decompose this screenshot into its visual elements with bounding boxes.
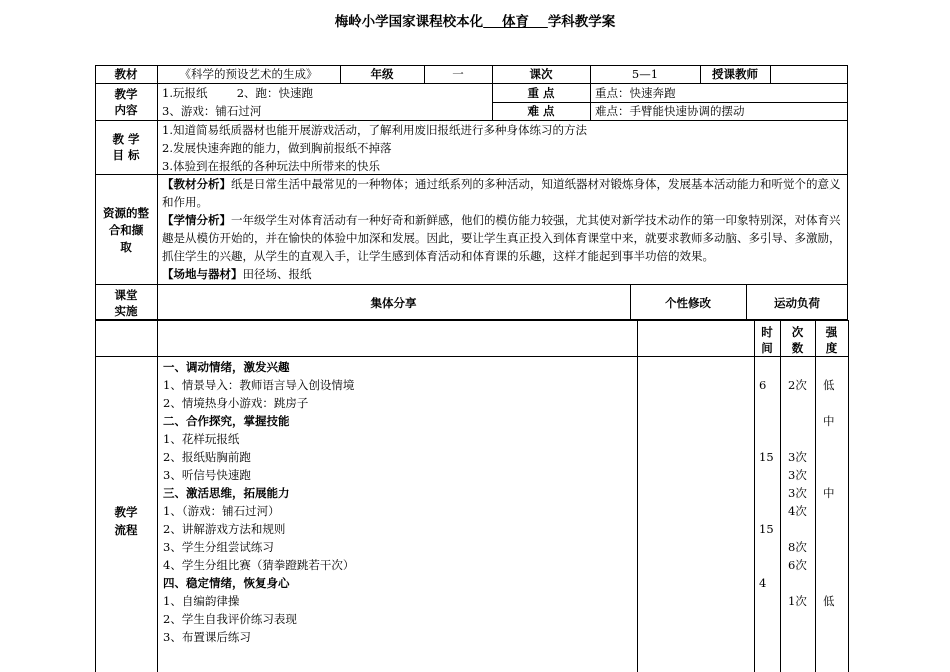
- process-step: 2、学生自我评价练习表现: [163, 612, 297, 626]
- time-cell: 4: [759, 576, 767, 590]
- textbook-label: 教材: [114, 67, 138, 81]
- section-heading: 二、合作探究，掌握技能: [163, 414, 290, 428]
- venue-equipment: [162, 265, 842, 283]
- title-suffix: 学科教学案: [547, 14, 616, 30]
- section-heading: 四、稳定情绪，恢复身心: [163, 576, 290, 590]
- intensity-cell: [823, 520, 835, 538]
- intensity-cell: 低: [823, 378, 835, 392]
- time-cell: 6: [759, 378, 767, 392]
- textbook-analysis-text: 纸是日常生活中最常见的一种物体；通过纸系列的多种活动，知道纸器材对锻炼身体，发展基本活动能力和听觉个的意义和作用。: [162, 177, 841, 209]
- time-cell: 15: [759, 450, 774, 464]
- time-column: [759, 376, 774, 646]
- lesson-label: 课次: [529, 67, 553, 81]
- lesson-value: 5—1: [631, 67, 659, 81]
- count-cell: [788, 574, 807, 592]
- student-analysis: [162, 211, 842, 265]
- col-load: 运动负荷: [774, 296, 820, 310]
- student-analysis-title: 【学情分析】: [162, 213, 231, 227]
- process-lines: [163, 358, 354, 646]
- process-label: 教学 流程: [114, 505, 138, 537]
- textbook-analysis-title: 【教材分析】: [162, 177, 231, 191]
- grade-label: 年级: [370, 67, 394, 81]
- difficulty-label: 难 点: [527, 104, 555, 118]
- key-point-value: 重点：快速奔跑: [595, 86, 676, 100]
- sub-time: 时 间: [761, 325, 773, 355]
- difficulty-value: 难点：手臂能快速协调的摆动: [595, 104, 745, 118]
- resources-label: 资源的整 合和撷 取: [103, 206, 149, 254]
- student-analysis-text: 一年级学生对体育活动有一种好奇和新鲜感，他们的模仿能力较强，尤其使对新学技术动作的第一印象特别深，对体育兴趣是从模仿开始的，并在愉快的体验中加深和发展。因此，要让学生真正投入到体育课堂中来，就要求教师多动脑、多引导、多激励，抓住学生的兴趣，从学生的直观入手，让学生感到体育活动和体育课的乐趣，这样才能起到事半功倍的效果。: [162, 213, 841, 263]
- intensity-cell: 中: [823, 486, 835, 500]
- time-cell: [759, 628, 774, 646]
- intensity-cell: 低: [823, 594, 835, 608]
- content-label: 教学 内容: [114, 87, 138, 117]
- key-point-label: 重 点: [527, 86, 555, 100]
- process-step: 3、布置课后练习: [163, 630, 251, 644]
- goal-item: 3.体验到在报纸的各种玩法中所带来的快乐: [162, 159, 380, 173]
- time-cell: [759, 610, 774, 628]
- time-cell: [759, 502, 774, 520]
- goals-label: 教 学 目 标: [112, 132, 140, 162]
- intensity-cell: [823, 394, 835, 412]
- goal-item: 2.发展快速奔跑的能力，做到胸前报纸不掉落: [162, 141, 392, 155]
- intensity-cell: [823, 448, 835, 466]
- count-cell: 3次: [788, 468, 807, 482]
- count-cell: [788, 430, 807, 448]
- intensity-cell: [823, 430, 835, 448]
- process-step: 2、情境热身小游戏：跳房子: [163, 396, 309, 410]
- process-step: 3、听信号快速跑: [163, 468, 251, 482]
- intensity-cell: [823, 610, 835, 628]
- time-cell: [759, 466, 774, 484]
- time-cell: [759, 538, 774, 556]
- section-heading: 一、调动情绪，激发兴趣: [163, 360, 290, 374]
- intensity-column: [823, 376, 835, 646]
- textbook-analysis: [162, 175, 842, 211]
- section-heading: 三、激活思维，拓展能力: [163, 486, 290, 500]
- venue-equipment-text: 田径场、报纸: [242, 267, 312, 281]
- col-personal: 个性修改: [665, 296, 711, 310]
- grade-value: 一: [452, 67, 464, 81]
- intensity-cell: [823, 466, 835, 484]
- content-line-2: 3、游戏：铺石过河: [162, 104, 262, 118]
- goal-item: 1.知道简易纸质器材也能开展游戏活动，了解利用废旧报纸进行多种身体练习的方法: [162, 123, 587, 137]
- intensity-cell: [823, 628, 835, 646]
- count-cell: 2次: [788, 378, 807, 392]
- goals-list: [162, 121, 587, 175]
- intensity-cell: [823, 538, 835, 556]
- intensity-cell: 中: [823, 414, 835, 428]
- time-cell: [759, 556, 774, 574]
- count-column: [788, 376, 807, 646]
- count-cell: 3次: [788, 486, 807, 500]
- count-cell: [788, 394, 807, 412]
- process-step: 1、花样玩报纸: [163, 432, 240, 446]
- intensity-cell: [823, 502, 835, 520]
- process-step: 1、情景导入：教师语言导入创设情境: [163, 378, 355, 392]
- col-shared: 集体分享: [370, 296, 417, 310]
- count-cell: 6次: [788, 558, 807, 572]
- time-cell: [759, 412, 774, 430]
- textbook-value: 《科学的预设艺术的生成》: [179, 67, 318, 81]
- title-subject: 体育: [502, 14, 529, 30]
- count-cell: 8次: [788, 540, 807, 554]
- implementation-label: 课堂 实施: [114, 288, 138, 318]
- sub-intensity: 强 度: [825, 325, 838, 355]
- count-cell: [788, 412, 807, 430]
- title-prefix: 梅岭小学国家课程校本化: [334, 14, 484, 30]
- page-title: [0, 10, 950, 30]
- process-step: 4、学生分组比赛（猜拳蹬跳若干次）: [163, 558, 355, 572]
- time-cell: 15: [759, 522, 774, 536]
- count-cell: 3次: [788, 450, 807, 464]
- process-step: 1、（游戏：铺石过河）: [163, 504, 280, 518]
- content-line-1: 1.玩报纸 2、跑：快速跑: [162, 86, 314, 100]
- count-cell: [788, 610, 807, 628]
- teacher-label: 授课教师: [712, 67, 758, 81]
- time-cell: [759, 592, 774, 610]
- venue-equipment-title: 【场地与器材】: [162, 267, 243, 281]
- count-cell: 4次: [788, 504, 807, 518]
- time-cell: [759, 430, 774, 448]
- process-step: 1、自编韵律操: [163, 594, 240, 608]
- intensity-cell: [823, 556, 835, 574]
- sub-count: 次 数: [791, 325, 804, 355]
- process-step: 2、报纸贴胸前跑: [163, 450, 251, 464]
- process-step: 3、学生分组尝试练习: [163, 540, 274, 554]
- count-cell: [788, 520, 807, 538]
- process-step: 2、讲解游戏方法和规则: [163, 522, 286, 536]
- count-cell: 1次: [788, 594, 807, 608]
- time-cell: [759, 394, 774, 412]
- count-cell: [788, 628, 807, 646]
- intensity-cell: [823, 574, 835, 592]
- time-cell: [759, 484, 774, 502]
